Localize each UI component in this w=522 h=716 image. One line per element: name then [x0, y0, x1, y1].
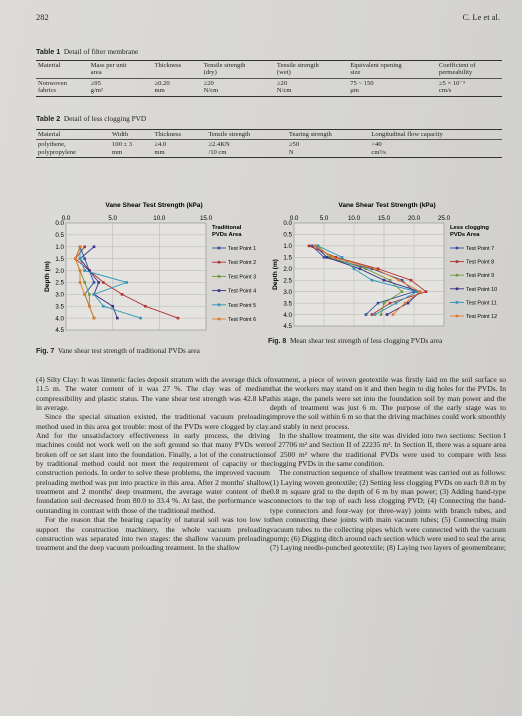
legend-marker [456, 301, 459, 304]
table2-cell: ≥50 N [287, 140, 369, 158]
fig8-chart [266, 193, 506, 333]
data-point [383, 279, 386, 282]
x-tick-label: 20.0 [407, 215, 421, 222]
legend-title: PVDs Area [450, 232, 480, 238]
table1-cell: ≥20 N/cm [275, 78, 348, 96]
data-point [88, 305, 91, 308]
legend-title: Traditional [212, 225, 242, 231]
table2-header-cell: Tearing strength [287, 130, 369, 140]
filter-membrane-table [36, 60, 502, 97]
data-point [93, 317, 96, 320]
data-point [79, 245, 82, 248]
y-tick-label: 0.5 [55, 232, 64, 240]
legend-label: Test Point 10 [466, 286, 498, 293]
paragraph: For the reason that the bearing capacity of natural soil was too low to support the construction machinery, the whole vacuum preloading construction was separated into two stages: the shallow vacuum preloading treatment and the deep vacuum preloading treatment. In the shallow [36, 515, 270, 553]
x-tick-label: 10.0 [347, 215, 361, 222]
x-tick-label: 10.0 [153, 215, 166, 222]
data-point [102, 305, 105, 308]
legend-label: Test Point 9 [466, 273, 495, 280]
data-point [139, 317, 142, 320]
y-tick-label: 3.0 [283, 288, 292, 296]
data-point [326, 256, 329, 259]
y-tick-label: 1.5 [283, 254, 292, 262]
data-point [79, 281, 82, 284]
data-point [93, 281, 96, 284]
left-text-column [36, 375, 270, 553]
table1-cell: ≥95 g/m² [89, 78, 153, 96]
data-point [353, 267, 356, 270]
table1-cell: 75 ~ 150 μm [348, 78, 437, 96]
legend-title: PVDs Area [212, 232, 242, 238]
y-tick-label: 3.5 [55, 303, 64, 311]
legend-marker [218, 289, 221, 292]
data-point [83, 293, 86, 296]
legend-marker [218, 247, 221, 250]
table1-cell: ≥20 N/cm [202, 78, 275, 96]
data-point [323, 256, 326, 259]
fig8-svg [266, 193, 506, 333]
table1-cell: Nonwoven fabrics [36, 78, 89, 96]
y-tick-label: 3.0 [55, 291, 64, 299]
table1-header-cell: Tensile strength (wet) [275, 61, 348, 79]
legend-entry [450, 300, 497, 306]
x-tick-label: 25.0 [437, 215, 451, 222]
y-tick-label: 4.0 [283, 311, 292, 319]
data-point [398, 279, 401, 282]
fig7-caption: Fig. 7 Vane shear test strength of traditional PVDs area [36, 346, 200, 355]
y-tick-label: 2.0 [283, 265, 292, 273]
chart-title: Vane Shear Test Strength (kPa) [105, 202, 203, 209]
y-tick-label: 3.5 [283, 300, 292, 308]
y-tick-label: 4.5 [283, 323, 292, 331]
page-header [36, 12, 500, 22]
legend-marker [218, 318, 221, 321]
data-point [121, 293, 124, 296]
table1-header-cell: Material [36, 61, 89, 79]
y-tick-label: 2.5 [283, 277, 292, 285]
legend-label: Test Point 2 [228, 260, 257, 267]
x-tick-label: 15.0 [377, 215, 391, 222]
legend-entry [450, 287, 497, 293]
y-tick-label: 1.0 [283, 243, 292, 251]
legend-marker [456, 247, 459, 250]
data-point [425, 290, 428, 293]
data-point [419, 290, 422, 293]
data-point [371, 313, 374, 316]
data-point [88, 293, 91, 296]
data-point [125, 281, 128, 284]
y-tick-label: 4.5 [55, 327, 64, 335]
legend-marker [456, 274, 459, 277]
data-point [83, 281, 86, 284]
data-point [79, 257, 82, 260]
y-axis-label: Depth (m) [44, 261, 51, 292]
data-point [377, 302, 380, 305]
legend-marker [456, 288, 459, 291]
data-point [410, 279, 413, 282]
x-tick-label: 5.0 [319, 215, 329, 222]
table1-header-cell: Mass per unit area [89, 61, 153, 79]
page-number: 282 [36, 12, 49, 22]
legend-label: Test Point 4 [228, 288, 257, 295]
data-point [392, 313, 395, 316]
table2-cell: polythene, polypropylene [36, 140, 110, 158]
table1-header-cell: Coefficient of permeability [437, 61, 502, 79]
x-tick-label: 0.0 [289, 215, 299, 222]
table1-caption: Table 1 Detail of filter membrane [36, 47, 139, 56]
data-point [371, 279, 374, 282]
x-tick-label: 5.0 [108, 215, 117, 222]
legend-entry [450, 246, 494, 252]
table1-header-cell: Tensile strength (dry) [202, 61, 275, 79]
data-point [83, 269, 86, 272]
data-point [374, 267, 377, 270]
data-point [374, 313, 377, 316]
data-point [83, 257, 86, 260]
legend-marker [456, 315, 459, 318]
y-tick-label: 0.5 [283, 231, 292, 239]
plot-area [294, 223, 444, 326]
legend-entry [450, 273, 494, 279]
data-point [365, 267, 368, 270]
data-point [83, 245, 86, 248]
table1-header-cell: Equivalent opening size [348, 61, 437, 79]
data-point [341, 256, 344, 259]
data-point [79, 269, 82, 272]
chart-title: Vane Shear Test Strength (kPa) [338, 202, 436, 209]
legend-entry [212, 260, 256, 266]
running-head: C. Le et al. [462, 12, 500, 22]
data-point [116, 317, 119, 320]
legend-marker [218, 261, 221, 264]
pvd-table [36, 129, 502, 158]
legend-entry [212, 246, 256, 252]
data-point [102, 281, 105, 284]
legend-entry [212, 289, 256, 295]
fig7-chart [36, 193, 268, 341]
table2-header-cell: Longitudinal flow capacity [369, 130, 502, 140]
data-point [93, 293, 96, 296]
paragraph: In the shallow treatment, the site was divided into two sections: Section I of 27706 m² and Section II of 22235 m². In Section II, there was a square area of 2500 m² where the traditional PVDs were used to compare with less clogging PVDs in the same condition. [270, 431, 506, 469]
table2-cell: ≥4.0 mm [152, 140, 206, 158]
legend-entry [212, 317, 256, 323]
legend-entry [212, 274, 256, 280]
legend-title: Less clogging [450, 225, 489, 231]
y-tick-label: 2.0 [55, 267, 64, 275]
table2-header-cell: Tensile strength [206, 130, 287, 140]
legend-label: Test Point 3 [228, 274, 257, 281]
paragraph: Since the special situation existed, the traditional vacuum preloading method used in this area got trouble: most of the PVDs were clogged by clay. And for the unsatisfactory effectiveness in early process, the driving machines could not work well on the soft ground so that many PVDs were broken off or set slant into the foundation. Finally, a lot of the constructions by traditional method could not meet the requirement of capacity or the construction periods. In order to solve these problems, the improved vacuum preloading method was put into practice in this area. After 2 months' shallow treatment and 2 months' deep treatment, the average water content of the foundation soil decreased from 80.0 to 33.4 %. At last, the performance was outstanding in contrast with those of the traditional method. [36, 412, 270, 515]
y-tick-label: 0.0 [283, 220, 292, 228]
table1-cell: ≥0.20 mm [152, 78, 201, 96]
data-point [332, 256, 335, 259]
data-point [177, 317, 180, 320]
legend-label: Test Point 8 [466, 259, 495, 266]
data-point [380, 313, 383, 316]
table2-caption: Table 2 Detail of less clogging PVD [36, 114, 147, 123]
legend-label: Test Point 7 [466, 246, 495, 252]
data-point [308, 245, 311, 248]
data-point [383, 302, 386, 305]
y-tick-label: 2.5 [55, 279, 64, 287]
data-point [144, 305, 147, 308]
plot-area [66, 223, 206, 330]
legend-label: Test Point 12 [466, 314, 498, 320]
y-tick-label: 0.0 [55, 220, 64, 228]
x-tick-label: 0.0 [61, 215, 71, 222]
legend-label: Test Point 6 [228, 317, 257, 323]
table1-cell: ≥5 × 10⁻³ cm/s [437, 78, 502, 96]
legend-marker [456, 260, 459, 263]
x-tick-label: 15.0 [199, 215, 213, 222]
table2-cell: >40 cm³/s [369, 140, 502, 158]
data-point [365, 313, 368, 316]
fig8-caption: Fig. 8 Mean shear test strength of less clogging PVDs area [268, 336, 443, 345]
y-tick-label: 1.5 [55, 255, 64, 263]
paragraph: treatment, a piece of woven geotextile was firstly laid on the soil surface so that the workers may stand on it and then begin to dig holes for the PVDs. In this stage, the panels were set into the foundation soil by man power and the depth of treatment was just 6 m. The purpose of the early stage was to improve the soil within 6 m so that the driving machines could work smoothly and stably in next process. [270, 375, 506, 431]
data-point [404, 302, 407, 305]
legend-marker [218, 275, 221, 278]
table2-cell: ≥2.4KN /10 cm [206, 140, 287, 158]
data-point [74, 257, 77, 260]
data-point [389, 302, 392, 305]
table2-cell: 100 ± 3 mm [110, 140, 152, 158]
data-point [386, 313, 389, 316]
data-point [359, 267, 362, 270]
data-point [97, 281, 100, 284]
fig7-svg [36, 193, 268, 341]
y-tick-label: 4.0 [55, 315, 64, 323]
legend-label: Test Point 5 [228, 302, 257, 309]
data-point [395, 302, 398, 305]
paragraph: (4) Silty Clay: It was limnetic facies deposit stratum with the average thick of 11.5 m. The water content of it was 27 %. The clay was of medium compressibility and plastic status. The vane shear test strength was 42.8 kPa in average. [36, 375, 270, 413]
data-point [389, 279, 392, 282]
paragraph: The construction sequence of shallow treatment was carried out as follows: (1) Laying woven geotextile; (2) Setting less clogging PVDs on each 0.8 m by 0.8 m square grid to the depth of 6 m by man power; (3) Adding hand-type connectors to the top of each less clogging PVD; (4) Connecting the hand-type connectors and four-way (or three-way) joints with branch tubes, and then connecting these joints with main vacuum tubes; (5) Connecting main vacuum tubes to the collecting pipes which were connected with the vacuum pump; (6) Digging ditch around each section which were used to seal the area; (7) Laying needle-punched geotextile; (8) Laying two layers of geomembrane; [270, 468, 506, 553]
right-text-column [270, 375, 506, 553]
table1-header-cell: Thickness [152, 61, 201, 79]
data-point [401, 290, 404, 293]
table2-header-cell: Material [36, 130, 110, 140]
legend-marker [218, 304, 221, 307]
data-point [93, 245, 96, 248]
data-point [314, 245, 317, 248]
table2-header-cell: Width [110, 130, 152, 140]
legend-entry [450, 314, 497, 320]
data-point [111, 305, 114, 308]
legend-label: Test Point 11 [466, 300, 497, 307]
legend-entry [450, 260, 494, 266]
table2-header-cell: Thickness [152, 130, 206, 140]
data-point [407, 302, 410, 305]
y-tick-label: 1.0 [55, 243, 64, 251]
legend-entry [212, 303, 256, 309]
y-axis-label: Depth (m) [272, 259, 279, 290]
legend-label: Test Point 1 [228, 246, 257, 252]
